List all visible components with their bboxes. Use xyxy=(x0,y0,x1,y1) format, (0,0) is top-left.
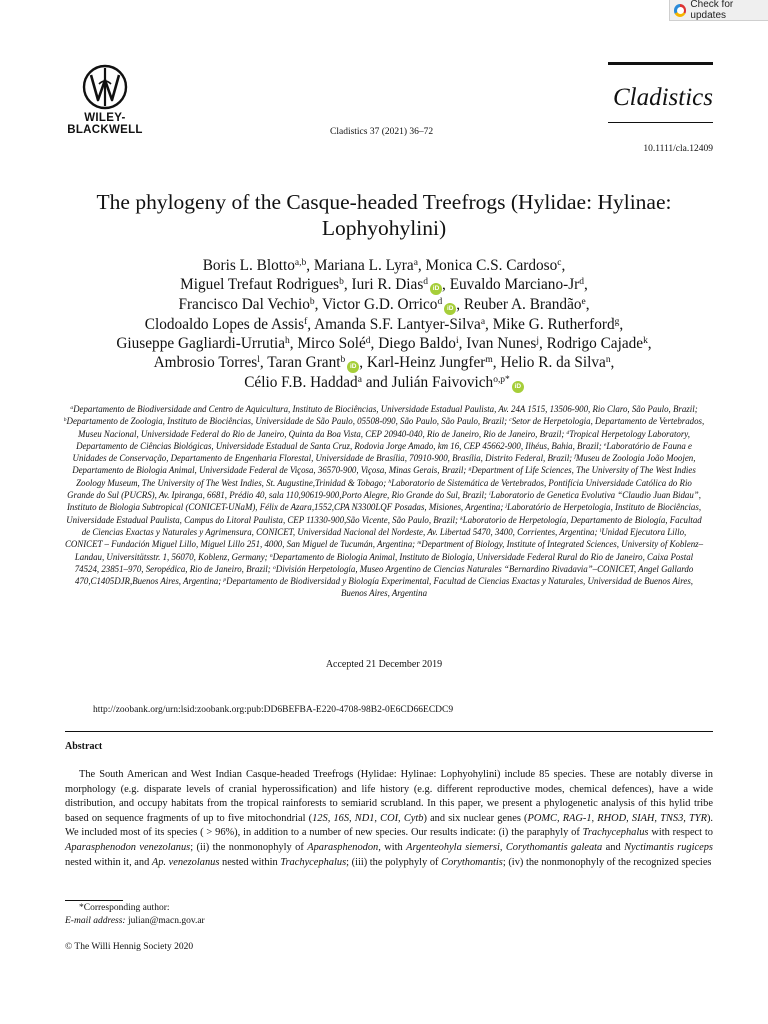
title-line-1: The phylogeny of the Casque-headed Treefrogs (Hylidae: Hylinae: xyxy=(96,190,672,214)
affiliation-key: l xyxy=(599,527,602,534)
author-affiliation-marker: d xyxy=(437,296,443,307)
author[interactable] xyxy=(314,316,485,333)
author[interactable] xyxy=(314,257,418,274)
affiliation-text: Departamento de Zoologia, Instituto de Biociências, Universidade de São Paulo, 05508-090, São Paulo, São Paulo, Brazil; xyxy=(66,416,508,427)
orcid-icon[interactable]: iD xyxy=(512,381,524,393)
email-address[interactable]: julian@macn.gov.ar xyxy=(127,916,205,926)
abstract-italic-term: Aparasphenodon xyxy=(307,841,379,853)
author[interactable] xyxy=(426,257,562,274)
author-name: Miguel Trefaut Rodrigues xyxy=(180,276,340,293)
author-affiliation-marker: h xyxy=(285,335,290,346)
author[interactable] xyxy=(322,296,456,313)
author-name: Karl-Heinz Jungfer xyxy=(366,354,486,371)
affiliation xyxy=(64,416,507,426)
journal-rule-thin xyxy=(608,122,713,123)
check-for-updates-badge[interactable] xyxy=(669,0,768,21)
author[interactable] xyxy=(493,316,620,333)
orcid-icon[interactable]: iD xyxy=(444,303,456,315)
abstract-text: nested within it, and xyxy=(65,856,152,868)
abstract-heading: Abstract xyxy=(65,741,103,752)
accepted-date: Accepted 21 December 2019 xyxy=(325,659,443,670)
author[interactable] xyxy=(351,276,442,293)
author-affiliation-marker: a,b xyxy=(294,257,307,268)
author[interactable] xyxy=(244,374,362,391)
journal-rule xyxy=(608,62,713,65)
author[interactable] xyxy=(203,257,307,274)
affiliation-key: d xyxy=(566,429,570,436)
abstract-italic-term: Trachycephalus xyxy=(280,856,347,868)
author-affiliation-marker: a xyxy=(413,257,418,268)
affiliation-key: f xyxy=(574,454,576,461)
affiliation-key: g xyxy=(468,466,472,473)
author-affiliation-marker: c xyxy=(557,257,562,268)
author-affiliation-marker: d xyxy=(365,335,371,346)
affiliation-text: Unidad Ejecutora Lillo, CONICET – Fundación Miguel Lillo, Miguel Lillo 251, 4000, San Miguel de Tucumán, Argentina; xyxy=(64,526,687,550)
orcid-icon[interactable]: iD xyxy=(347,361,359,373)
publisher-logo xyxy=(65,62,145,136)
affiliations xyxy=(62,403,706,600)
abstract-italic-term: POMC, RAG-1, RHOD, SIAH, TNS3, TYR xyxy=(527,812,707,824)
author[interactable] xyxy=(450,276,584,293)
author-name: Reuber A. Brandão xyxy=(463,296,582,313)
logo-line-1: WILEY- xyxy=(84,112,126,124)
copyright: © The Willi Hennig Society 2020 xyxy=(65,942,194,952)
affiliation-key: b xyxy=(63,417,67,424)
author-name: Diego Baldo xyxy=(378,335,456,352)
affiliation-key: n xyxy=(269,552,273,559)
author-name: Francisco Dal Vechio xyxy=(178,296,310,313)
author[interactable] xyxy=(466,335,539,352)
author-affiliation-marker: j xyxy=(536,335,539,346)
check-for-updates-label: Check for updates xyxy=(690,0,734,21)
author-affiliation-marker: n xyxy=(605,354,611,365)
affiliation-key: m xyxy=(417,540,422,547)
email-label: E-mail address: xyxy=(65,916,126,926)
author[interactable] xyxy=(547,335,648,352)
author-name: Helio R. da Silva xyxy=(500,354,606,371)
author[interactable] xyxy=(464,296,586,313)
affiliation-key: k xyxy=(460,515,463,522)
author-name: Julián Faivovich xyxy=(391,374,494,391)
author-name: Mike G. Rutherford xyxy=(492,316,615,333)
abstract-italic-term: Aparasphenodon venezolanus xyxy=(65,841,191,853)
affiliation-key: c xyxy=(509,417,512,424)
abstract-text: , with xyxy=(378,841,407,853)
affiliation-key: h xyxy=(388,478,392,485)
affiliation-key: p xyxy=(223,577,227,584)
abstract-text: with respect to xyxy=(648,827,713,839)
affiliation-text: Departamento de Biodiversidade and Centro de Aquicultura, Instituto de Biociências, Universidade Estadual Paulista, Av. 24A 1515, 13506-900, Rio Claro, São Paulo, Brazil; xyxy=(73,404,698,414)
author-name: Mirco Solé xyxy=(297,335,366,352)
author-affiliation-marker: m xyxy=(485,354,493,365)
abstract-italic-term: Nyctimantis rugiceps xyxy=(624,841,713,853)
zoobank-link[interactable]: http://zoobank.org/urn:lsid:zoobank.org:pub:DD6BEFBA-E220-4708-98B2-0E6CD66ECDC9 xyxy=(93,705,454,715)
corresponding-author-note: *Corresponding author: xyxy=(79,903,170,913)
abstract-text: nested within xyxy=(219,856,281,868)
footnote-rule xyxy=(65,900,123,901)
journal-title: Cladistics xyxy=(612,84,713,111)
abstract-text: ). We included most of its species ( > 96%), in addition to a number of new species. Our results indicate: (i) the paraphyly of xyxy=(65,812,713,839)
crossmark-icon xyxy=(674,4,686,17)
author-name: Iuri R. Dias xyxy=(351,276,424,293)
affiliation-text: Departamento de Biodiversidad y Biología Experimental, Facultad de Ciencias Exactas y Naturales, Universidad de Buenos Aires, Buenos Aires, Argentina xyxy=(226,576,693,599)
logo-line-2: BLACKWELL xyxy=(67,124,143,136)
affiliation xyxy=(70,404,697,414)
author[interactable] xyxy=(180,276,344,293)
author-affiliation-marker: d xyxy=(423,276,429,287)
author-affiliation-marker: f xyxy=(304,316,308,327)
author-affiliation-marker: d xyxy=(579,276,584,287)
author-name: Boris L. Blotto xyxy=(202,257,295,274)
abstract-italic-term: Trachycephalus xyxy=(582,827,649,839)
author-affiliation-marker: i xyxy=(455,335,459,346)
author-affiliation-marker: b xyxy=(309,296,315,307)
author[interactable] xyxy=(145,316,308,333)
author[interactable] xyxy=(500,354,610,371)
author-name: Euvaldo Marciano-Jr xyxy=(449,276,580,293)
affiliation-text: Setor de Herpetologia, Departamento de Vertebrados, Museu Nacional, Universidade Federal do Rio de Janeiro, Quinta da Boa Vista, CEP 20940-040, Rio de Janeiro, Rio de Janeiro, Brazil; xyxy=(78,416,705,439)
author-name: Célio F.B. Haddad xyxy=(244,374,358,391)
author[interactable] xyxy=(378,335,458,352)
abstract-text: ; (ii) the nonmonophyly of xyxy=(190,841,308,853)
author[interactable] xyxy=(367,354,493,371)
affiliation-text: Tropical Herpetology Laboratory, Departamento de Ciências Biológicas, Universidade Estadual de Santa Cruz, Rodovia Jorge Amado, km 16, CEP 45662-900, Ilhéus, Bahia, Brazil; xyxy=(76,428,690,451)
author-name: Clodoaldo Lopes de Assis xyxy=(144,316,305,333)
abstract-text: ; (iii) the polyphyly of xyxy=(346,856,442,868)
affiliation-key: o xyxy=(272,564,276,571)
author-list: Boris L. Blotto$^{a,b}$, Mariana L. Lyra$^a$, Monica C.S. Cardoso$^c$, Miguel Trefaut Rodrigues$^b$, Iuri R. Dias$^d$iD , Euvaldo Marciano-Jr$^d$, Francisco Dal Vechio$^b$, Victor G.D. Orrico$^d$iD , Reuber A. Brandão$^e$, Clodoaldo Lopes de Assis$^f$, Amanda S.F. Lantyer-Silva$^a$, Mike G. Rutherford$^g$, Giuseppe Gagliardi-Urrutia$^h$, Mirco Solé$^d$, Diego Baldo$^i$, Ivan Nunes$^j$, Rodrigo Cajade$^k$, Ambrosio Torres$^l$, Taran Grant$^b$iD , Karl-Heinz Jungfer$^m$, Helio R. da Silva$^n$, Célio F.B. Haddad$^a$ and Julián Faivovich$^{o,p*}$iD xyxy=(116,257,652,391)
author-name: Ambrosio Torres xyxy=(153,354,258,371)
doi[interactable]: 10.1111/cla.12409 xyxy=(643,144,713,154)
author-affiliation-marker: a xyxy=(357,374,362,385)
author-name: Mariana L. Lyra xyxy=(313,257,414,274)
abstract-italic-term: Ap. venezolanus xyxy=(151,856,220,868)
affiliation-text: Museu de Zoologia João Moojen, Departamento de Biologia Animal, Universidade Federal de Viçosa, 36570-900, Viçosa, Minas Gerais, Brazil; xyxy=(72,453,696,476)
footnote xyxy=(65,902,205,928)
wiley-emblem-icon xyxy=(82,62,128,112)
author-name: Rodrigo Cajade xyxy=(546,335,644,352)
author[interactable] xyxy=(267,354,359,371)
author-affiliation-marker: b xyxy=(339,276,344,287)
affiliation-text: Laboratorio de Genetica Evolutiva “Claudio Juan Bidau”, Instituto de Biologia Subtropical (CONICET-UNaM), Félix de Azara,1552,CPA N3300LQF Posadas, Misiones, Argentina; xyxy=(66,490,701,513)
affiliation-text: Department of Biology, Institute of Integrated Sciences, University of Koblenz–Landau, Universitätsstr. 1, 56070, Koblenz, Germany; xyxy=(74,539,704,562)
author-affiliation-marker: e xyxy=(581,296,586,307)
abstract-text: The South American and West Indian Casque-headed Treefrogs (Hylidae: Hylinae: Lophyohylini) include 85 species. These are notably diverse in morphology (e.g. disparate levels of cranial hyperossification) and life history (e.g. different reproductive modes, chemical defences), have a wide distribution, and occupy habitats from the tropical rainforests to semiarid scrubland. In this paper, we present a phylogenetic analysis of this hylid tribe based on sequence fragments of up to five mitochondrial ( xyxy=(65,769,713,824)
author[interactable] xyxy=(297,335,370,352)
author-affiliation-marker: a xyxy=(480,316,486,327)
author-name: Victor G.D. Orrico xyxy=(321,296,438,313)
author[interactable] xyxy=(116,335,289,352)
article-title xyxy=(40,189,728,241)
author-affiliation-marker: b xyxy=(340,354,346,365)
author-name: Amanda S.F. Lantyer-Silva xyxy=(314,316,481,333)
orcid-icon[interactable]: iD xyxy=(430,283,442,295)
abstract-italic-term: Corythomantis xyxy=(441,856,503,868)
abstract-text: ; (iv) the nonmonophyly of the recognized species xyxy=(502,856,712,868)
author-affiliation-marker: o,p* xyxy=(493,374,510,385)
author-name: Giuseppe Gagliardi-Urrutia xyxy=(116,335,285,352)
email-line xyxy=(65,915,205,928)
citation: Cladistics 37 (2021) 36–72 xyxy=(330,127,434,137)
author-name: Taran Grant xyxy=(267,354,341,371)
author[interactable]: and Julián Faivovich$^{o,p*}$iD xyxy=(366,374,524,391)
abstract-italic-term: 12S, 16S, ND1, COI, Cytb xyxy=(312,812,424,824)
affiliation-key: a xyxy=(70,404,74,411)
abstract-divider xyxy=(65,731,713,732)
author-affiliation-marker: g xyxy=(614,316,620,327)
author[interactable] xyxy=(154,354,260,371)
affiliation-key: j xyxy=(505,503,508,510)
abstract-italic-term: Argenteohyla siemersi, Corythomantis galeata xyxy=(406,841,603,853)
author-affiliation-marker: l xyxy=(257,354,260,365)
affiliation-text: Laboratorio de Sistemática de Vertebrados, Pontifícia Universidade Católica do Rio Grande do Sul (PUCRS), Av. Ipiranga, 6681, Prédio 40, sala 110,90619-900,Porto Alegre, Rio Grande do Sul, Brazil; xyxy=(67,477,692,501)
affiliation-key: i xyxy=(489,491,491,498)
affiliation-text: División Herpetología, Museo Argentino de Ciencias Naturales “Bernardino Rivadavia”–CONICET, Angel Gallardo 470,C1405DJR,Buenos Aires, Argentina; xyxy=(75,563,694,587)
title-line-2: Lophyohylini) xyxy=(321,216,447,240)
affiliation-text: Departamento de Biologia Animal, Instituto de Biologia, Universidade Federal Rural do Rio de Janeiro, Caixa Postal 74524, 23851–970, Seropédica, Rio de Janeiro, Brazil; xyxy=(74,551,694,574)
author-name: Monica C.S. Cardoso xyxy=(425,257,558,274)
abstract-text: and xyxy=(602,841,625,853)
affiliation-text: Laboratorio de Herpetología, Departamento de Biología, Facultad de Ciencias Exactas y Naturales y Agrimensura, CONICET, Universidad Nacional del Nordeste, Av. Libertad 5470, 3400, Corrientes, Argentina; xyxy=(81,514,702,537)
affiliation-key: e xyxy=(603,441,607,448)
affiliation-text: Laboratório de Fauna e Unidades de Conservação, Departamento de Engenharia Florestal, Universidade de Brasília, 70910-900, Brasília, Distrito Federal, Brazil; xyxy=(72,440,692,464)
affiliation-text: Department of Life Sciences, The University of The West Indies Zoology Museum, The University of The West Indies, St. Augustine,Trinidad & Tobago; xyxy=(76,465,696,488)
author-affiliation-marker: k xyxy=(643,335,648,346)
abstract-body xyxy=(65,768,713,870)
affiliation xyxy=(223,576,693,598)
author-name: Ivan Nunes xyxy=(466,335,537,352)
abstract-text: ) and six nuclear genes ( xyxy=(423,812,528,824)
author[interactable] xyxy=(178,296,314,313)
affiliation-text: Laboratório de Herpetologia, Instituto de Biociências, Universidade Estadual Paulista, Campus do Litoral Paulista, CEP 11330-900,São Vicente, São Paulo, Brazil; xyxy=(66,502,702,525)
